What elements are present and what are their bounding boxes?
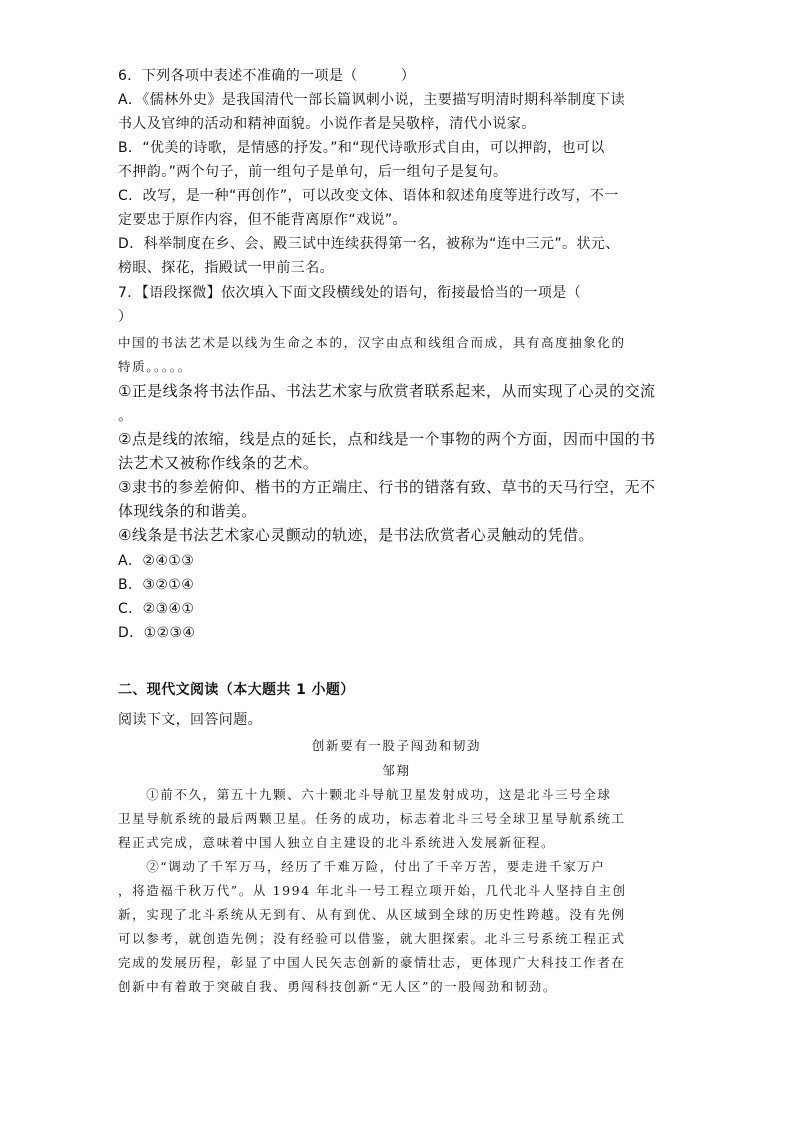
q7-option-b: B．③②①④ [118,577,195,593]
q7-sentence-3-line2: 体现线条的和谐美。 [118,502,257,520]
q7-stem-line2: ） [118,309,133,325]
article-title: 创新要有一股子闯劲和韧劲 [311,738,482,753]
q7-sentence-3-line1: ③隶书的参差俯仰、楷书的方正端庄、行书的错落有致、草书的天马行空，无不 [118,478,656,496]
q6-stem: 6．下列各项中表述不准确的一项是（ ） [118,68,416,84]
q6-option-b-line2: 不押韵。”两个句子，前一组句子是单句，后一组句子是复句。 [118,164,508,180]
q6-option-d-line2: 榜眼、探花，指殿试一甲前三名。 [118,260,334,276]
paragraph-2-line3: 新，实现了北斗系统从无到有、从有到优、从区域到全球的历史性跨越。没有先例 [118,907,626,922]
paragraph-2-line5: 完成的发展历程，彰显了中国人民矢志创新的豪情壮志，更体现广大科技工作者在 [118,955,626,970]
q7-sentence-2-line1: ②点是线的浓缩，线是点的延长，点和线是一个事物的两个方面，因而中国的书 [118,430,656,448]
paragraph-1-line1: ①前不久，第五十九颗、六十颗北斗导航卫星发射成功，这是北斗三号全球 [118,787,612,802]
q6-option-c-line2: 定要忠于原作内容，但不能背离原作“戏说”。 [118,212,407,228]
paragraph-1-line2: 卫星导航系统的最后两颗卫星。任务的成功，标志着北斗三号全球卫星导航系统工 [118,811,626,826]
q7-option-a: A．②④①③ [118,553,195,569]
q7-stem-line1: 7．【语段探微】依次填入下面文段横线处的语句，衔接最恰当的一项是（ [118,285,582,301]
reading-instruction: 阅读下文，回答问题。 [118,712,262,728]
paragraph-2-line2: ，将造福千秋万代”。从 1994 年北斗一号工程立项开始，几代北斗人坚持自主创 [118,883,627,898]
q7-passage-line2: 特质。。。。。 [118,359,192,374]
q6-option-a-line1: A．《儒林外史》是我国清代一部长篇讽刺小说，主要描写明清时期科举制度下读 [118,92,625,108]
paragraph-2-line1: ②“调动了千军万马，经历了千难万险，付出了千辛万苦，要走进千家万户 [118,859,606,874]
paragraph-1-line3: 程正式完成，意味着中国人独立自主建设的北斗系统进入发展新征程。 [118,835,556,850]
q6-option-d-line1: D．科举制度在乡、会、殿三试中连续获得第一名，被称为“连中三元”。状元、 [118,236,620,252]
q6-option-b-line1: B．“优美的诗歌，是情感的抒发。”和“现代诗歌形式自由，可以押韵，也可以 [118,140,605,156]
article-author: 邹翔 [382,763,411,778]
paragraph-2-line6: 创新中有着敢于突破自我、勇闯科技创新“无人区”的一股闯劲和韧劲。 [118,979,557,994]
paragraph-2-line4: 可以参考，就创造先例；没有经验可以借鉴，就大胆探索。北斗三号系统工程正式 [118,931,626,946]
q6-option-c-line1: C．改写，是一种“再创作”，可以改变文体、语体和叙述角度等进行改写，不一 [118,188,619,204]
q7-sentence-1-line1: ①正是线条将书法作品、书法艺术家与欣赏者联系起来，从而实现了心灵的交流 [118,382,656,400]
q7-sentence-4: ④线条是书法艺术家心灵颤动的轨迹，是书法欣赏者心灵触动的凭借。 [118,526,594,544]
q7-sentence-1-line2: 。 [118,406,134,424]
q7-sentence-2-line2: 法艺术又被称作线条的艺术。 [118,454,319,472]
q7-option-c: C．②③④① [118,601,195,617]
q7-option-d: D．①②③④ [118,625,196,641]
q7-passage-line1: 中国的书法艺术是以线为生命之本的，汉字由点和线组合而成，具有高度抽象化的 [118,335,626,350]
q6-option-a-line2: 书人及官绅的活动和精神面貌。小说作者是吴敬梓，清代小说家。 [118,116,536,132]
section-heading: 二、现代文阅读（本大题共 1 小题） [118,682,355,698]
